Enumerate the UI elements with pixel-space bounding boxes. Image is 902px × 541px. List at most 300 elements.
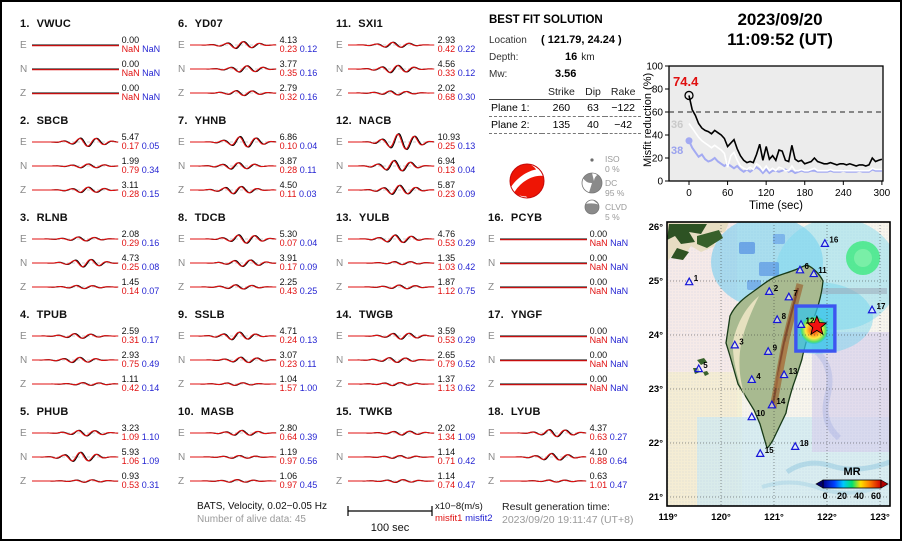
station-name: TPUB: [36, 309, 68, 321]
lat-label: 23°: [648, 384, 663, 395]
channel-row: [178, 154, 332, 178]
trace-values: [280, 375, 332, 394]
map-station-number: 3: [739, 337, 744, 347]
channel-label: E: [178, 39, 185, 51]
x-tick-label: 300: [873, 188, 891, 199]
amp-value: 5.47: [121, 131, 140, 142]
channel-row: [336, 469, 490, 493]
trace-values: [122, 133, 174, 152]
amp-value: 2.59: [121, 325, 140, 336]
station-name: TDCB: [194, 212, 226, 224]
misfit-values: [280, 239, 332, 249]
misfit-values: [438, 457, 490, 467]
station-header: [178, 406, 332, 418]
misfit1-value: 0.10: [279, 141, 298, 151]
trace-values: [438, 133, 490, 152]
trace-values: [122, 36, 174, 55]
amp-value: 0.00: [589, 325, 608, 336]
channel-row: [336, 227, 490, 251]
mw-value: 3.56: [555, 68, 577, 80]
amp-value: 0.00: [589, 373, 608, 384]
channel-row: [336, 445, 490, 469]
misfit1-value: 0.74: [437, 480, 456, 490]
misfit2-value: 0.27: [609, 432, 628, 442]
station-block: [488, 212, 642, 299]
plane2-rake: −42: [605, 117, 641, 134]
station-name: PHUB: [36, 406, 69, 418]
waveform-trace: [190, 421, 278, 445]
channel-label: Z: [336, 184, 343, 196]
clvd-label: CLVD: [605, 202, 628, 212]
station-name: YULB: [358, 212, 390, 224]
misfit1-value: 0.64: [279, 432, 298, 442]
channel-row: [336, 154, 490, 178]
trace-values: [438, 36, 490, 55]
channel-label: E: [20, 233, 27, 245]
station-name: SBCB: [36, 115, 69, 127]
station-number: 10.: [178, 406, 194, 418]
trace-values: [122, 157, 174, 176]
waveform-trace: [500, 469, 588, 493]
map-terrain: [667, 216, 899, 506]
waveform-trace: [190, 348, 278, 372]
misfit1-value: 0.97: [279, 456, 298, 466]
misfit2-value: 0.09: [299, 262, 318, 272]
amp-value: 0.00: [589, 276, 608, 287]
trace-values: [280, 424, 332, 443]
misfit-values: [590, 384, 642, 394]
channel-label: Z: [336, 87, 343, 99]
misfit1-value: 1.34: [437, 432, 456, 442]
misfit2-value: 0.22: [457, 44, 476, 54]
trace-values: [590, 472, 642, 491]
misfit2-value: 0.05: [141, 141, 160, 151]
decomposition-legend: [489, 142, 649, 222]
station-number: 13.: [336, 212, 352, 224]
waveform-trace: [32, 81, 120, 105]
station-number: 6.: [178, 18, 188, 30]
channel-label: Z: [336, 475, 343, 487]
channel-label: Z: [336, 281, 343, 293]
waveform-trace: [190, 324, 278, 348]
channel-row: [20, 33, 174, 57]
channel-label: N: [20, 451, 28, 463]
trace-values: [122, 181, 174, 200]
waveform-trace: [348, 251, 436, 275]
channel-row: [178, 178, 332, 202]
channel-label: E: [178, 233, 185, 245]
misfit-values: [438, 166, 490, 176]
amp-value: 5.93: [121, 446, 140, 457]
depth-value: 16: [565, 51, 578, 63]
amp-value: 0.63: [589, 470, 608, 481]
waveform-trace: [32, 348, 120, 372]
amp-value: 2.08: [121, 228, 140, 239]
taiwan-map: [642, 214, 902, 541]
amp-value: 5.87: [437, 179, 456, 190]
amp-value: 2.02: [437, 82, 456, 93]
channel-label: Z: [178, 281, 185, 293]
channel-label: Z: [178, 378, 185, 390]
misfit1-value: 1.06: [121, 456, 140, 466]
channel-label: N: [178, 63, 186, 75]
channel-label: Z: [20, 87, 27, 99]
station-name: YD07: [194, 18, 223, 30]
channel-row: [20, 348, 174, 372]
misfit-values: [122, 166, 174, 176]
misfit1-value: 0.31: [121, 335, 140, 345]
misfit2-value: 0.04: [457, 165, 476, 175]
waveform-trace: [348, 372, 436, 396]
misfit-values: [438, 336, 490, 346]
misfit2-value: 0.04: [299, 238, 318, 248]
misfit2-value: 0.08: [141, 262, 160, 272]
misfit1-legend: misfit1: [435, 513, 463, 524]
misfit2-value: 0.47: [457, 480, 476, 490]
misfit1-value: 0.14: [121, 286, 140, 296]
best-fit-panel: [489, 14, 649, 134]
channel-label: E: [336, 233, 343, 245]
misfit-values: [590, 336, 642, 346]
waveform-trace: [348, 178, 436, 202]
trace-values: [122, 375, 174, 394]
map-station-number: 13: [788, 366, 798, 376]
map-station-number: 15: [764, 445, 774, 455]
amp-value: 1.04: [279, 373, 298, 384]
misfit-values: [590, 263, 642, 273]
amp-value: 4.73: [121, 252, 140, 263]
misfit-values: [122, 263, 174, 273]
amp-value: 1.99: [121, 155, 140, 166]
waveform-trace: [190, 130, 278, 154]
trace-values: [280, 278, 332, 297]
misfit2-value: 1.09: [141, 456, 160, 466]
station-name: SXI1: [358, 18, 383, 30]
misfit2-value: 0.11: [299, 165, 317, 175]
lon-label: 122°: [817, 512, 837, 523]
channel-row: [20, 130, 174, 154]
col-strike: Strike: [542, 85, 581, 100]
colorbar-tick: 0: [822, 491, 828, 501]
amp-value: 6.94: [437, 155, 456, 166]
plane2-label: Plane 2:: [489, 117, 542, 134]
amp-value: 1.14: [437, 470, 456, 481]
misfit-values: [280, 190, 332, 200]
map-station-number: 18: [799, 438, 809, 448]
station-name: LYUB: [510, 406, 541, 418]
map-station-number: 2: [773, 283, 779, 293]
channel-row: [336, 372, 490, 396]
fault-plane-table: [489, 85, 641, 134]
channel-row: [20, 275, 174, 299]
station-name: TWKB: [358, 406, 393, 418]
misfit-values: [122, 287, 174, 297]
trace-values: [280, 327, 332, 346]
units-legend: [435, 501, 493, 525]
station-number: 11.: [336, 18, 352, 30]
trace-values: [122, 424, 174, 443]
channel-label: E: [336, 330, 343, 342]
trace-values: [438, 254, 490, 273]
misfit1-value: NaN: [589, 262, 608, 272]
amp-value: 5.30: [279, 228, 298, 239]
station-block: [336, 406, 490, 493]
channel-row: [336, 324, 490, 348]
colorbar-tick: 40: [853, 491, 865, 501]
location-value: ( 121.79, 24.24 ): [541, 34, 622, 46]
amp-value: 1.45: [121, 276, 140, 287]
channel-row: [488, 445, 642, 469]
channel-label: Z: [20, 475, 27, 487]
waveform-trace: [348, 33, 436, 57]
misfit1-value: 0.43: [279, 286, 298, 296]
misfit-values: [438, 384, 490, 394]
table-row: [489, 117, 641, 134]
waveform-trace: [348, 227, 436, 251]
misfit2-value: NaN: [610, 286, 629, 296]
lon-label: 120°: [711, 512, 731, 523]
waveform-trace: [500, 372, 588, 396]
misfit1-value: 0.53: [437, 238, 456, 248]
mw-label: Mw:: [489, 69, 508, 80]
event-time: 11:09:52 (UT): [727, 30, 833, 49]
misfit2-value: 0.25: [299, 286, 318, 296]
trace-values: [590, 254, 642, 273]
y-tick-label: 40: [651, 130, 663, 142]
channel-label: Z: [20, 378, 27, 390]
lon-label: 121°: [764, 512, 784, 523]
station-header: [178, 212, 332, 224]
channel-row: [178, 81, 332, 105]
station-name: TWGB: [358, 309, 394, 321]
station-header: [488, 406, 642, 418]
amp-value: 3.87: [279, 155, 298, 166]
waveform-trace: [348, 348, 436, 372]
trace-values: [122, 230, 174, 249]
amp-value: 4.13: [279, 34, 298, 45]
channel-row: [178, 227, 332, 251]
station-block: [336, 115, 490, 202]
misfit2-value: 0.42: [457, 262, 476, 272]
channel-label: E: [336, 136, 343, 148]
amp-value: 2.65: [437, 349, 456, 360]
misfit-values: [122, 336, 174, 346]
waveform-trace: [500, 227, 588, 251]
channel-label: Z: [20, 184, 27, 196]
misfit-values: [438, 142, 490, 152]
channel-label: E: [488, 233, 495, 245]
station-block: [20, 115, 174, 202]
clvd-pct: 5 %: [605, 212, 620, 222]
amp-value: 3.23: [121, 422, 140, 433]
channel-row: [178, 348, 332, 372]
col-dip: Dip: [581, 85, 606, 100]
channel-label: E: [20, 427, 27, 439]
trace-values: [280, 84, 332, 103]
misfit1-value: 0.23: [279, 44, 298, 54]
trace-values: [280, 60, 332, 79]
channel-row: [488, 324, 642, 348]
station-header: [20, 212, 174, 224]
station-number: 2.: [20, 115, 30, 127]
misfit2-value: 0.16: [299, 68, 318, 78]
amp-value: 1.19: [279, 446, 298, 457]
misfit-values: [122, 384, 174, 394]
y-tick-label: 20: [651, 153, 663, 165]
misfit-values: [280, 336, 332, 346]
misfit-values: [122, 142, 174, 152]
lon-label: 123°: [870, 512, 890, 523]
channel-label: N: [488, 257, 496, 269]
station-name: YNGF: [510, 309, 543, 321]
misfit2-value: 0.13: [457, 141, 476, 151]
amp-value: 1.87: [437, 276, 456, 287]
misfit-values: [590, 433, 642, 443]
map-station-number: 6: [804, 262, 809, 272]
waveform-trace: [348, 81, 436, 105]
event-datetime: [662, 10, 898, 50]
channel-row: [488, 469, 642, 493]
misfit-values: [122, 190, 174, 200]
amp-value: 1.06: [279, 470, 298, 481]
waveform-trace: [190, 33, 278, 57]
map-station-number: 1: [693, 274, 699, 284]
misfit-values: [280, 384, 332, 394]
channel-row: [178, 421, 332, 445]
channel-row: [488, 348, 642, 372]
waveform-trace: [32, 154, 120, 178]
misfit2-value: 0.75: [457, 286, 476, 296]
best-value-annotation: 74.4: [673, 74, 699, 89]
misfit1-value: 0.33: [437, 68, 456, 78]
misfit2-value: 0.16: [141, 238, 160, 248]
channel-row: [20, 154, 174, 178]
channel-row: [488, 275, 642, 299]
waveform-trace: [32, 33, 120, 57]
station-name: YHNB: [194, 115, 227, 127]
y-tick-label: 100: [646, 61, 663, 73]
x-axis-label: Time (sec): [749, 200, 803, 212]
trace-values: [590, 327, 642, 346]
misfit2-value: 0.12: [457, 68, 476, 78]
station-header: [336, 406, 490, 418]
time-scalebar: [347, 503, 433, 534]
misfit2-value: 0.16: [299, 92, 318, 102]
waveform-trace: [190, 227, 278, 251]
trace-values: [122, 327, 174, 346]
station-block: [178, 212, 332, 299]
misfit2-value: 0.30: [457, 92, 476, 102]
misfit2-value: 1.10: [141, 432, 160, 442]
channel-row: [178, 469, 332, 493]
trace-values: [122, 472, 174, 491]
result-label: Result generation time:: [502, 501, 610, 513]
misfit2-value: 0.45: [299, 480, 318, 490]
misfit1-value: 0.79: [121, 165, 140, 175]
misfit2-value: 0.56: [299, 456, 318, 466]
misfit-values: [280, 481, 332, 491]
waveform-trace: [32, 275, 120, 299]
channel-row: [336, 421, 490, 445]
channel-label: E: [20, 136, 27, 148]
station-block: [20, 309, 174, 396]
map-station-number: 5: [703, 361, 708, 371]
dc-label: DC: [605, 178, 618, 188]
processing-info: [197, 501, 327, 525]
misfit-values: [280, 457, 332, 467]
map-station-number: 14: [776, 397, 786, 407]
waveform-trace: [32, 445, 120, 469]
misfit-values: [438, 481, 490, 491]
amp-value: 2.79: [279, 82, 298, 93]
station-number: 7.: [178, 115, 188, 127]
trace-values: [122, 448, 174, 467]
station-number: 12.: [336, 115, 352, 127]
misfit2-value: 0.14: [141, 383, 160, 393]
misfit2-value: 0.09: [457, 189, 476, 199]
map-station-number: 7: [793, 289, 798, 299]
trace-values: [122, 278, 174, 297]
waveform-trace: [32, 178, 120, 202]
channel-row: [20, 469, 174, 493]
trace-values: [122, 84, 174, 103]
amp-value: 3.77: [279, 58, 298, 69]
channel-label: E: [20, 39, 27, 51]
misfit2-value: NaN: [610, 383, 629, 393]
misfit1-value: 0.79: [437, 359, 456, 369]
station-header: [336, 115, 490, 127]
y-tick-label: 0: [657, 176, 663, 188]
y-tick-label: 80: [651, 84, 663, 96]
station-name: RLNB: [36, 212, 68, 224]
channel-label: Z: [488, 281, 495, 293]
misfit1-value: NaN: [589, 286, 608, 296]
waveform-trace: [348, 324, 436, 348]
map-station-number: 10: [756, 409, 766, 419]
misfit-values: [122, 45, 174, 55]
channel-label: Z: [178, 475, 185, 487]
waveform-trace: [500, 275, 588, 299]
trace-values: [438, 84, 490, 103]
station-header: [488, 309, 642, 321]
colorbar-tick: 60: [870, 491, 882, 501]
channel-label: E: [336, 427, 343, 439]
misfit2-value: NaN: [610, 262, 629, 272]
channel-row: [336, 178, 490, 202]
channel-row: [488, 227, 642, 251]
misfit2-value: 1.09: [457, 432, 476, 442]
channel-label: N: [178, 160, 186, 172]
trace-values: [590, 448, 642, 467]
alt-start-marker: [686, 137, 693, 144]
misfit1-value: 0.42: [121, 383, 140, 393]
station-block: [336, 212, 490, 299]
misfit1-value: 0.23: [437, 189, 456, 199]
waveform-trace: [190, 154, 278, 178]
map-station-number: 8: [781, 311, 787, 321]
channel-label: Z: [488, 378, 495, 390]
channel-label: N: [20, 63, 28, 75]
channel-row: [20, 178, 174, 202]
misfit-values: [280, 142, 332, 152]
misfit2-value: NaN: [142, 68, 161, 78]
x-tick-label: 120: [757, 188, 775, 199]
station-block: [488, 309, 642, 396]
channel-label: Z: [178, 184, 185, 196]
misfit1-value: NaN: [121, 44, 140, 54]
station-header: [336, 212, 490, 224]
amp-value: 4.56: [437, 58, 456, 69]
